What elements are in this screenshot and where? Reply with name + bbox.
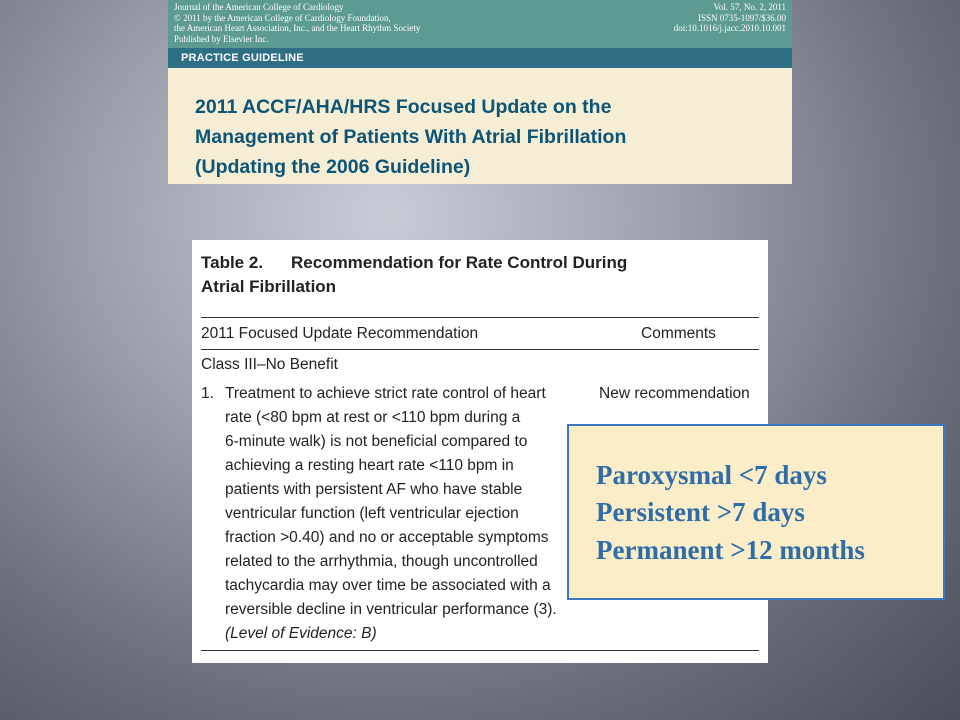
recommendation-line: ventricular function (left ventricular ejection xyxy=(225,505,519,522)
level-of-evidence: (Level of Evidence: B) xyxy=(225,625,377,642)
column-header-recommendation: 2011 Focused Update Recommendation xyxy=(201,325,479,342)
recommendation-line: related to the arrhythmia, though uncontrolled xyxy=(225,553,538,570)
callout-persistent: Persistent >7 days xyxy=(596,497,805,527)
guideline-title xyxy=(195,92,755,182)
masthead-issn: ISSN 0735-1097/$36.00 xyxy=(697,12,786,23)
table-bottom-rule xyxy=(201,650,759,651)
guideline-title-line: 2011 ACCF/AHA/HRS Focused Update on the xyxy=(195,96,612,118)
recommendation-line: reversible decline in ventricular performance (3). xyxy=(225,601,557,618)
table-number: Table 2. xyxy=(201,253,264,272)
table-title xyxy=(201,251,741,299)
table-title-line2: Atrial Fibrillation xyxy=(201,277,337,296)
guideline-title-line: (Updating the 2006 Guideline) xyxy=(195,156,471,178)
recommendation-line: Treatment to achieve strict rate control of heart xyxy=(225,385,546,402)
column-header-comments: Comments xyxy=(641,325,716,342)
recommendation-line: tachycardia may over time be associated with a xyxy=(225,577,551,594)
masthead-societies: the American Heart Association, Inc., and the Heart Rhythm Society xyxy=(174,23,421,33)
guideline-title-line: Management of Patients With Atrial Fibrillation xyxy=(195,126,627,148)
masthead-journal-name: Journal of the American College of Cardiology xyxy=(174,2,344,12)
af-classification-callout xyxy=(567,424,945,600)
recommendation-line: achieving a resting heart rate <110 bpm in xyxy=(225,457,514,474)
section-label: PRACTICE GUIDELINE xyxy=(168,48,792,68)
masthead-left xyxy=(174,2,420,44)
recommendation-line: patients with persistent AF who have stable xyxy=(225,481,523,498)
recommendation-line: fraction >0.40) and no or acceptable symptoms xyxy=(225,529,549,546)
masthead-right xyxy=(674,2,786,34)
class-label: Class III–No Benefit xyxy=(201,356,338,373)
journal-header-image xyxy=(168,0,792,184)
callout-paroxysmal: Paroxysmal <7 days xyxy=(596,460,827,490)
journal-masthead xyxy=(168,0,792,48)
recommendation-line: 6-minute walk) is not beneficial compared to xyxy=(225,433,528,450)
header-rule xyxy=(201,349,759,350)
masthead-copyright: © 2011 by the American College of Cardiology Foundation, xyxy=(174,12,391,23)
masthead-doi: doi:10.1016/j.jacc.2010.10.001 xyxy=(673,23,786,33)
masthead-volume: Vol. 57, No. 2, 2011 xyxy=(713,2,786,12)
table-top-rule xyxy=(201,317,759,318)
recommendation-text xyxy=(225,382,595,646)
masthead-publisher: Published by Elsevier Inc. xyxy=(174,33,269,44)
recommendation-comment: New recommendation xyxy=(599,385,750,402)
recommendation-line: rate (<80 bpm at rest or <110 bpm during a xyxy=(225,409,521,426)
recommendation-number: 1. xyxy=(201,385,214,402)
callout-permanent: Permanent >12 months xyxy=(596,535,865,565)
table-title-line1: Recommendation for Rate Control During xyxy=(291,253,628,272)
